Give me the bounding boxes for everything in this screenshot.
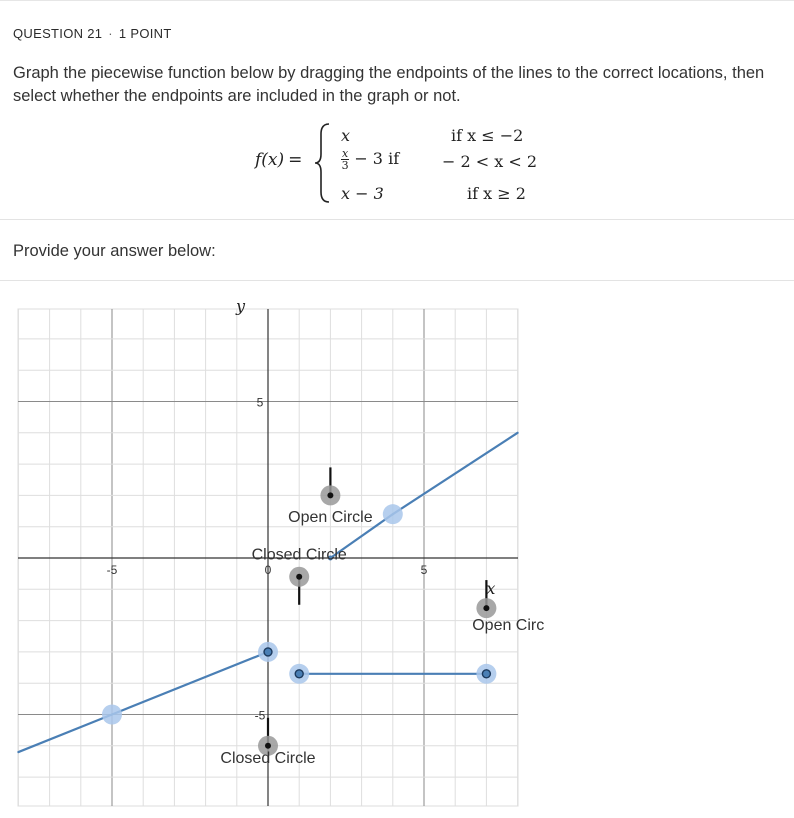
header-separator: ·	[108, 26, 113, 41]
tick-label-x-neg5: -5	[106, 563, 118, 577]
question-text: Graph the piecewise function below by dragging the endpoints of the lines to the correct locations, then select whether the endpoints are included in the graph or not.	[13, 64, 765, 105]
handle-halo	[102, 705, 122, 725]
question-header	[13, 26, 172, 41]
line-extension-1	[18, 715, 112, 753]
question-points: 1 POINT	[118, 26, 172, 41]
toggle-label: Closed Circle	[220, 750, 316, 768]
endpoint-handle-middle-end[interactable]	[476, 664, 496, 684]
endpoint-handle-middle-start[interactable]	[289, 664, 309, 684]
toggle-knob-dot	[327, 492, 333, 498]
handle-dot	[295, 670, 303, 678]
toggle-label: Closed Circle	[251, 546, 347, 564]
piece-2-condition: − 2 < x < 2	[442, 152, 538, 171]
endpoint-handle-right-end[interactable]	[383, 504, 403, 524]
tick-label-y-5: 5	[256, 395, 264, 410]
answer-prompt: Provide your answer below:	[13, 242, 216, 260]
endpoint-toggles[interactable]	[220, 467, 544, 767]
question-number: QUESTION 21	[13, 26, 103, 41]
piece-3-condition: if x ≥ 2	[467, 184, 526, 203]
formula-lhs: f(x) =	[255, 150, 303, 170]
piece-1-expr: x	[341, 126, 351, 145]
toggle-knob-dot	[265, 743, 271, 749]
top-border	[0, 0, 794, 1]
divider-1	[0, 219, 794, 220]
toggle-knob-dot	[483, 605, 489, 611]
divider-2	[0, 280, 794, 281]
piece-1-condition: if x ≤ −2	[451, 126, 524, 145]
handle-halo	[383, 504, 403, 524]
handle-dot	[264, 648, 272, 656]
left-brace-icon	[313, 122, 333, 204]
tick-label-origin: 0	[264, 563, 272, 577]
piecewise-formula	[255, 120, 555, 210]
toggle-closed-circle-2[interactable]	[220, 718, 315, 767]
piece-2-expr: $\frac{x}{3}$ − 3 if	[341, 147, 400, 172]
toggle-knob-dot	[296, 574, 302, 580]
piece-3-expr: x − 3	[341, 184, 384, 203]
endpoint-handle-left-start[interactable]	[102, 705, 122, 725]
y-axis-label: y	[236, 296, 246, 316]
endpoint-handle-left-end[interactable]	[258, 642, 278, 662]
toggle-open-circle-2[interactable]	[472, 580, 544, 634]
graph-canvas[interactable]	[0, 292, 794, 818]
toggle-open-circle-1[interactable]	[288, 467, 373, 526]
tick-label-x-5: 5	[420, 563, 428, 577]
toggle-label: Open Circ	[472, 616, 545, 634]
toggle-label: Open Circle	[288, 509, 373, 527]
tick-label-y-neg5: -5	[254, 708, 266, 723]
x-axis-label: x	[486, 579, 496, 598]
handle-dot	[482, 670, 490, 678]
